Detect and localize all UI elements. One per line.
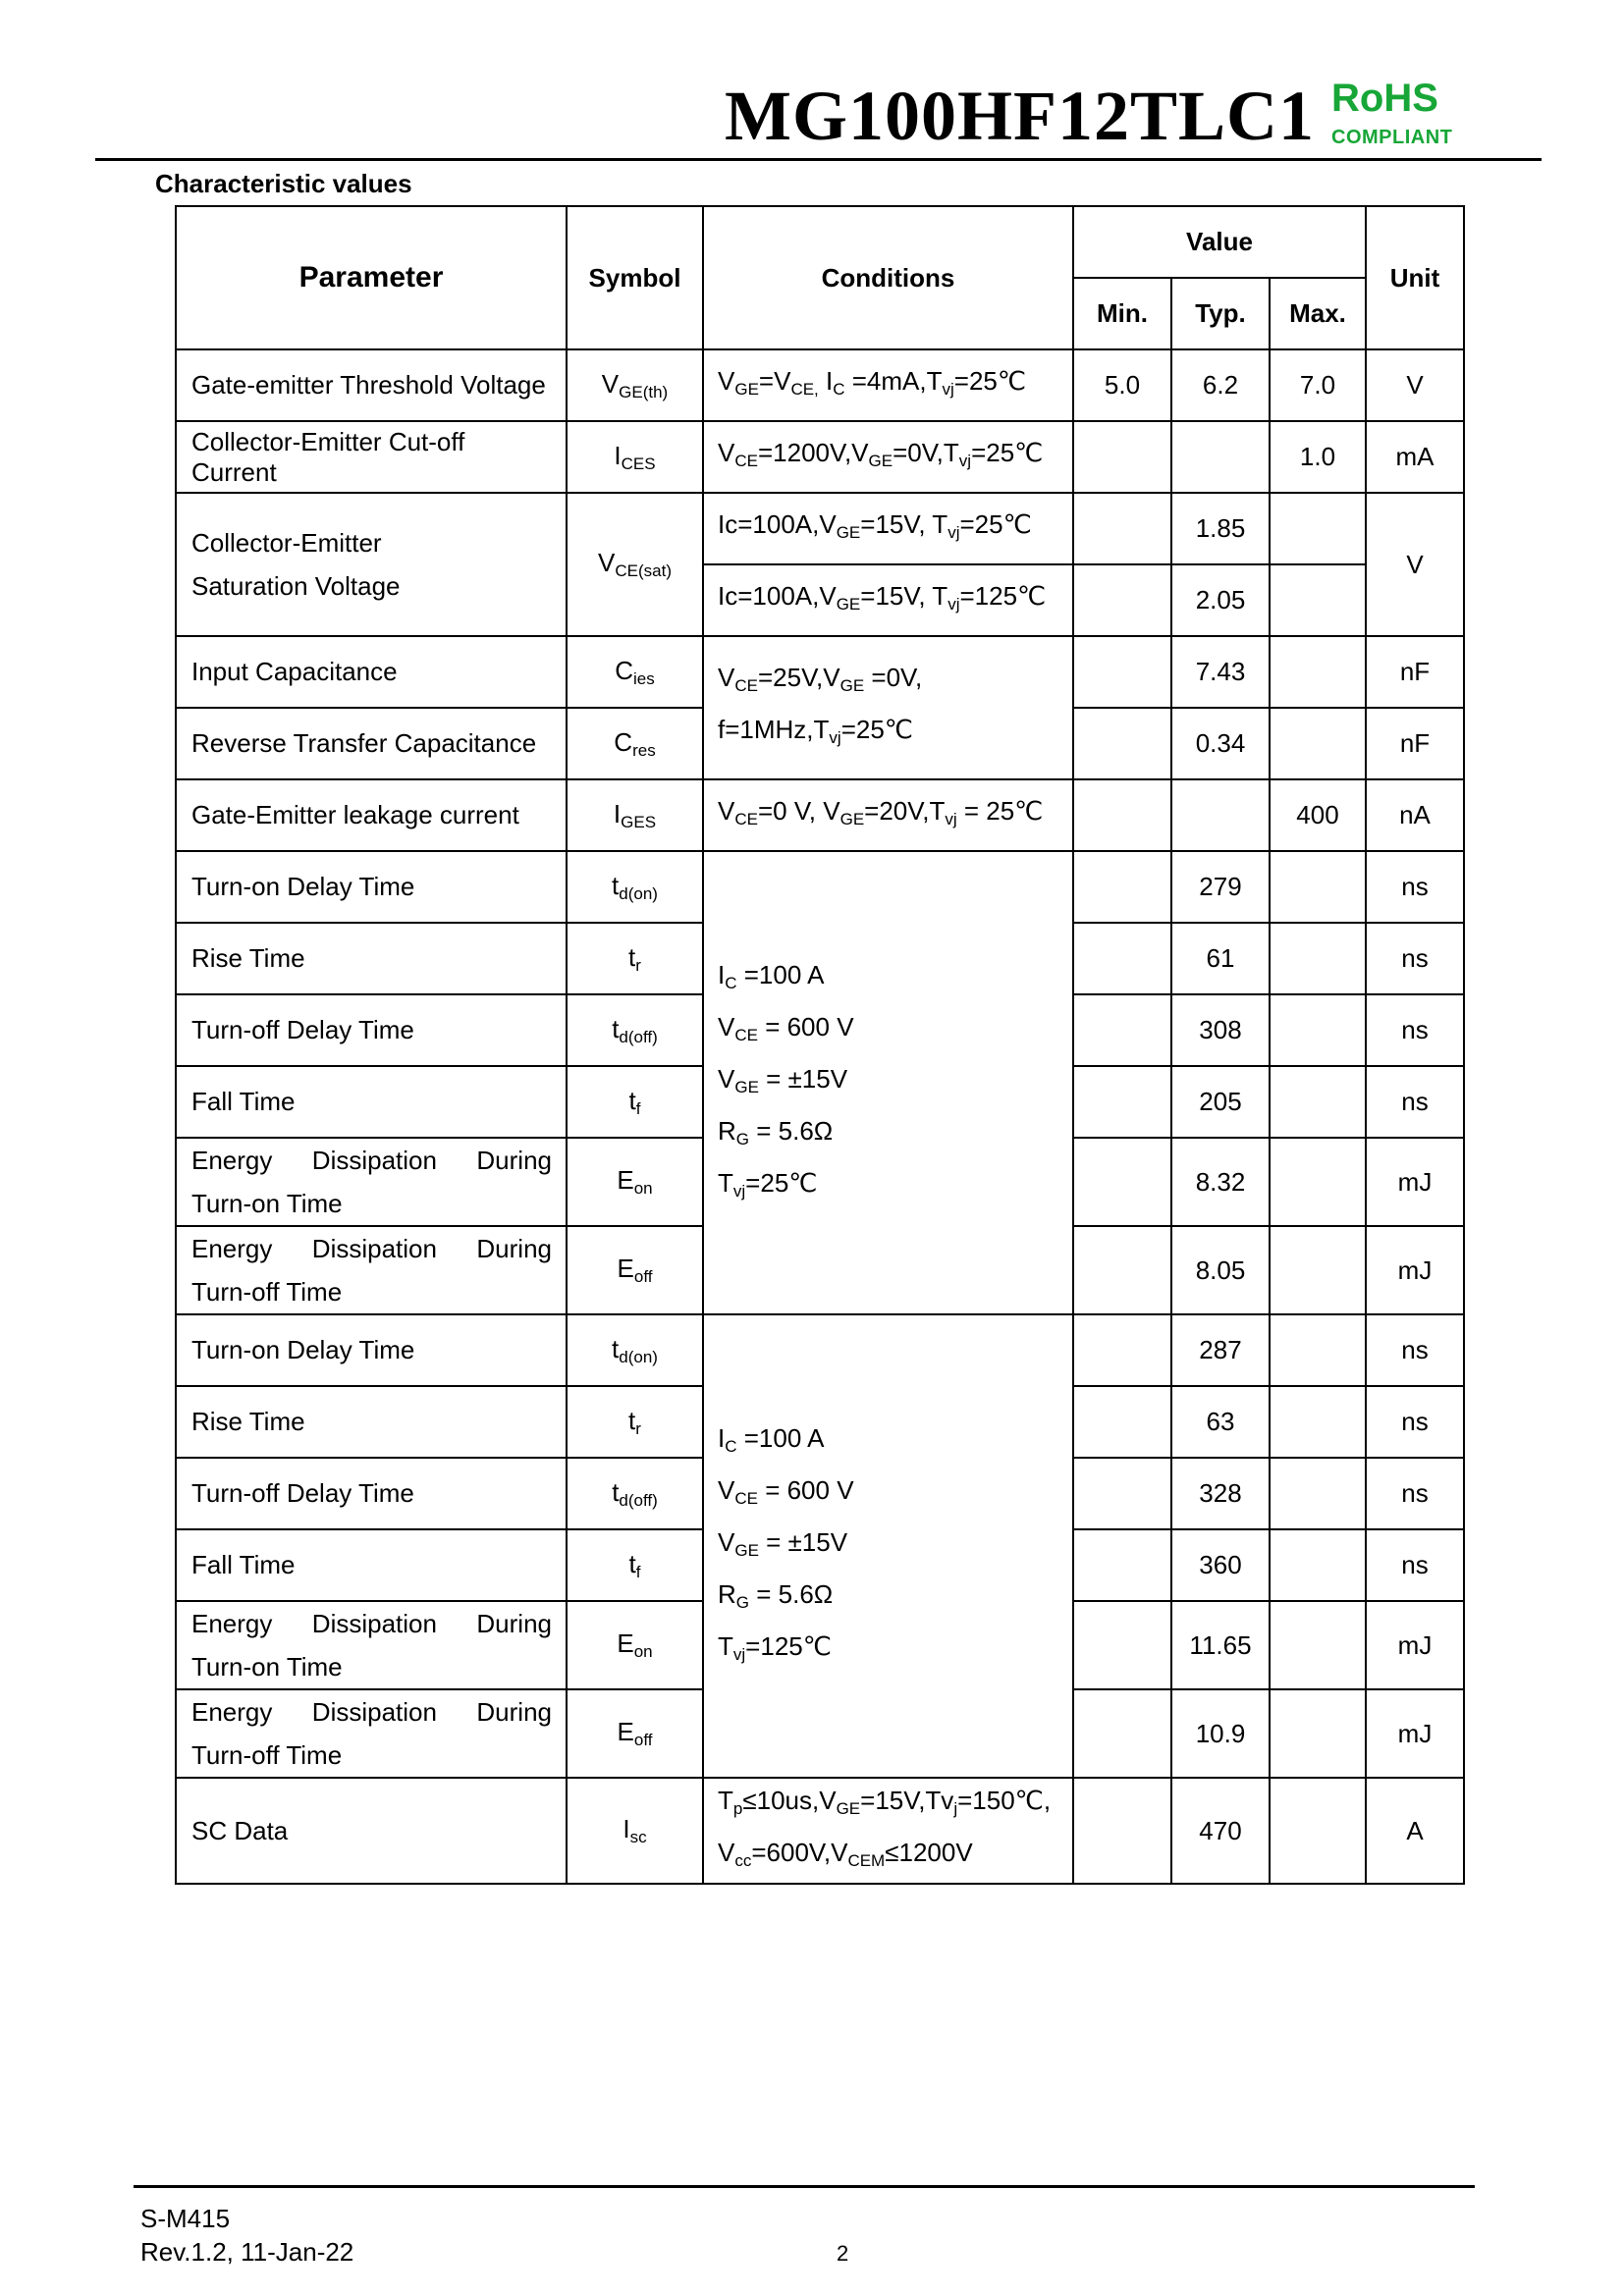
page-number: 2 xyxy=(837,2241,849,2266)
unit-cell: V xyxy=(1366,349,1464,421)
param-cell: SC Data xyxy=(176,1778,567,1884)
header-min: Min. xyxy=(1073,278,1171,349)
max-cell xyxy=(1270,851,1366,923)
symbol-cell: $I_{sc}$ xyxy=(567,1778,703,1884)
unit-cell: ns xyxy=(1366,1458,1464,1529)
rohs-mark: RoHS xyxy=(1331,77,1438,120)
symbol-cell: $t_r$ xyxy=(567,1386,703,1458)
unit-cell: A xyxy=(1366,1778,1464,1884)
param-cell: Collector-Emitter Cut-off Current xyxy=(176,421,567,493)
symbol-cell: $t_{d(on)}$ xyxy=(567,851,703,923)
rohs-logo xyxy=(1331,79,1452,147)
header-value: Value xyxy=(1073,206,1366,278)
max-cell xyxy=(1270,1458,1366,1529)
conditions-cell: $Ic=100A,V_{GE}=15V$, $T_{vj}=125℃$ xyxy=(703,564,1073,636)
min-cell xyxy=(1073,564,1171,636)
param-cell: Energy Dissipation During Turn-on Time xyxy=(176,1601,567,1689)
symbol-cell: $I_{GES}$ xyxy=(567,779,703,851)
table-row xyxy=(176,421,1464,493)
param-cell: Energy Dissipation During Turn-on Time xyxy=(176,1138,567,1226)
max-cell xyxy=(1270,564,1366,636)
min-cell xyxy=(1073,851,1171,923)
typ-cell: 1.85 xyxy=(1171,493,1270,564)
unit-cell: mJ xyxy=(1366,1689,1464,1778)
min-cell xyxy=(1073,994,1171,1066)
min-cell xyxy=(1073,708,1171,779)
typ-cell: 6.2 xyxy=(1171,349,1270,421)
unit-cell: nF xyxy=(1366,708,1464,779)
conditions-cell: $V_{CE}=0$ V, $V_{GE}=20V,T_{vj}$ = 25℃ xyxy=(703,779,1073,851)
symbol-cell: $t_f$ xyxy=(567,1066,703,1138)
typ-cell: 63 xyxy=(1171,1386,1270,1458)
unit-cell: nA xyxy=(1366,779,1464,851)
param-cell: Gate-Emitter leakage current xyxy=(176,779,567,851)
unit-cell: ns xyxy=(1366,1314,1464,1386)
conditions-cell: $I_C =100$ A $V_{CE} = 600$ V $V_{GE} = \pm 15V$ $R_G = 5.6\Omega$ $T_{vj}=125℃$ xyxy=(703,1314,1073,1778)
header-symbol: Symbol xyxy=(567,206,703,349)
header-conditions: Conditions xyxy=(703,206,1073,349)
symbol-cell: $E_{on}$ xyxy=(567,1601,703,1689)
revision: Rev.1.2, 11-Jan-22 xyxy=(140,2237,354,2267)
table-row xyxy=(176,1314,1464,1386)
conditions-cell: $T_p\le 10us,V_{GE}=15V,Tv_j=150℃$, $V_{cc}=600V,V_{CEM}\le 1200V$ xyxy=(703,1778,1073,1884)
unit-cell: V xyxy=(1366,493,1464,636)
typ-cell xyxy=(1171,779,1270,851)
min-cell xyxy=(1073,1226,1171,1314)
rohs-compliant: COMPLIANT xyxy=(1331,127,1453,148)
header-row xyxy=(176,206,1464,278)
unit-cell: mJ xyxy=(1366,1601,1464,1689)
symbol-cell: $t_{d(off)}$ xyxy=(567,994,703,1066)
min-cell xyxy=(1073,1386,1171,1458)
symbol-cell: $t_{d(on)}$ xyxy=(567,1314,703,1386)
typ-cell: 205 xyxy=(1171,1066,1270,1138)
param-cell: Rise Time xyxy=(176,1386,567,1458)
typ-cell: 8.05 xyxy=(1171,1226,1270,1314)
param-cell: Turn-off Delay Time xyxy=(176,994,567,1066)
typ-cell xyxy=(1171,421,1270,493)
table-row xyxy=(176,851,1464,923)
typ-cell: 0.34 xyxy=(1171,708,1270,779)
param-cell: Turn-off Delay Time xyxy=(176,1458,567,1529)
max-cell xyxy=(1270,636,1366,708)
typ-cell: 10.9 xyxy=(1171,1689,1270,1778)
header-parameter: Parameter xyxy=(176,206,567,349)
table-row xyxy=(176,779,1464,851)
section-title: Characteristic values xyxy=(155,169,412,198)
typ-cell: 287 xyxy=(1171,1314,1270,1386)
min-cell xyxy=(1073,1138,1171,1226)
typ-cell: 328 xyxy=(1171,1458,1270,1529)
max-cell: 1.0 xyxy=(1270,421,1366,493)
symbol-cell: $E_{off}$ xyxy=(567,1226,703,1314)
conditions-cell: $I_C =100$ A $V_{CE} = 600$ V $V_{GE} = \pm 15V$ $R_G = 5.6\Omega$ $T_{vj}=25℃$ xyxy=(703,851,1073,1314)
min-cell: 5.0 xyxy=(1073,349,1171,421)
typ-cell: 360 xyxy=(1171,1529,1270,1601)
unit-cell: ns xyxy=(1366,1386,1464,1458)
max-cell xyxy=(1270,923,1366,994)
conditions-cell: $V_{GE}=V_{CE,}$ $I_C$ $=4mA,T_{vj}=25℃$ xyxy=(703,349,1073,421)
symbol-cell: $t_r$ xyxy=(567,923,703,994)
conditions-cell: $Ic=100A,V_{GE}=15V$, $T_{vj}=25℃$ xyxy=(703,493,1073,564)
symbol-cell: $C_{ies}$ xyxy=(567,636,703,708)
characteristic-values-table xyxy=(175,205,1465,1885)
min-cell xyxy=(1073,1314,1171,1386)
footer-divider xyxy=(134,2185,1475,2188)
max-cell xyxy=(1270,1529,1366,1601)
max-cell xyxy=(1270,1778,1366,1884)
symbol-cell: $V_{GE(th)}$ xyxy=(567,349,703,421)
typ-cell: 470 xyxy=(1171,1778,1270,1884)
doc-id: S-M415 xyxy=(140,2204,231,2233)
max-cell xyxy=(1270,994,1366,1066)
symbol-cell: $t_{d(off)}$ xyxy=(567,1458,703,1529)
typ-cell: 7.43 xyxy=(1171,636,1270,708)
max-cell xyxy=(1270,1226,1366,1314)
unit-cell: ns xyxy=(1366,1529,1464,1601)
max-cell xyxy=(1270,1386,1366,1458)
param-cell: Turn-on Delay Time xyxy=(176,851,567,923)
min-cell xyxy=(1073,1066,1171,1138)
unit-cell: ns xyxy=(1366,923,1464,994)
param-cell: Energy Dissipation During Turn-off Time xyxy=(176,1689,567,1778)
min-cell xyxy=(1073,1458,1171,1529)
unit-cell: ns xyxy=(1366,851,1464,923)
max-cell: 400 xyxy=(1270,779,1366,851)
param-cell: Rise Time xyxy=(176,923,567,994)
header-max: Max. xyxy=(1270,278,1366,349)
typ-cell: 308 xyxy=(1171,994,1270,1066)
max-cell xyxy=(1270,1138,1366,1226)
conditions-cell: $V_{CE}=25V,V_{GE} =0V$, $f=1MHz,T_{vj}=25℃$ xyxy=(703,636,1073,779)
min-cell xyxy=(1073,1601,1171,1689)
param-cell: Fall Time xyxy=(176,1066,567,1138)
symbol-cell: $t_f$ xyxy=(567,1529,703,1601)
min-cell xyxy=(1073,923,1171,994)
min-cell xyxy=(1073,779,1171,851)
unit-cell: mA xyxy=(1366,421,1464,493)
typ-cell: 279 xyxy=(1171,851,1270,923)
param-cell: Gate-emitter Threshold Voltage xyxy=(176,349,567,421)
min-cell xyxy=(1073,1689,1171,1778)
typ-cell: 11.65 xyxy=(1171,1601,1270,1689)
table-row xyxy=(176,493,1464,564)
table-row xyxy=(176,349,1464,421)
param-cell: Turn-on Delay Time xyxy=(176,1314,567,1386)
symbol-cell: $E_{on}$ xyxy=(567,1138,703,1226)
max-cell xyxy=(1270,1601,1366,1689)
max-cell: 7.0 xyxy=(1270,349,1366,421)
param-cell: Fall Time xyxy=(176,1529,567,1601)
symbol-cell: $V_{CE(sat)}$ xyxy=(567,493,703,636)
min-cell xyxy=(1073,1778,1171,1884)
param-cell: Reverse Transfer Capacitance xyxy=(176,708,567,779)
header-divider xyxy=(95,158,1542,161)
table-row xyxy=(176,1778,1464,1884)
typ-cell: 61 xyxy=(1171,923,1270,994)
header-typ: Typ. xyxy=(1171,278,1270,349)
min-cell xyxy=(1073,636,1171,708)
unit-cell: nF xyxy=(1366,636,1464,708)
part-number-title: MG100HF12TLC1 xyxy=(725,77,1315,155)
max-cell xyxy=(1270,1066,1366,1138)
typ-cell: 8.32 xyxy=(1171,1138,1270,1226)
unit-cell: mJ xyxy=(1366,1138,1464,1226)
unit-cell: ns xyxy=(1366,994,1464,1066)
symbol-cell: $I_{CES}$ xyxy=(567,421,703,493)
max-cell xyxy=(1270,493,1366,564)
param-cell: Collector-Emitter Saturation Voltage xyxy=(176,493,567,636)
max-cell xyxy=(1270,1689,1366,1778)
min-cell xyxy=(1073,421,1171,493)
max-cell xyxy=(1270,708,1366,779)
param-cell: Energy Dissipation During Turn-off Time xyxy=(176,1226,567,1314)
symbol-cell: $E_{off}$ xyxy=(567,1689,703,1778)
conditions-cell: $V_{CE}=1200V,V_{GE}=0V,T_{vj}=25℃$ xyxy=(703,421,1073,493)
table-row xyxy=(176,636,1464,708)
unit-cell: ns xyxy=(1366,1066,1464,1138)
min-cell xyxy=(1073,1529,1171,1601)
header-unit: Unit xyxy=(1366,206,1464,349)
unit-cell: mJ xyxy=(1366,1226,1464,1314)
max-cell xyxy=(1270,1314,1366,1386)
param-cell: Input Capacitance xyxy=(176,636,567,708)
min-cell xyxy=(1073,493,1171,564)
typ-cell: 2.05 xyxy=(1171,564,1270,636)
symbol-cell: $C_{res}$ xyxy=(567,708,703,779)
